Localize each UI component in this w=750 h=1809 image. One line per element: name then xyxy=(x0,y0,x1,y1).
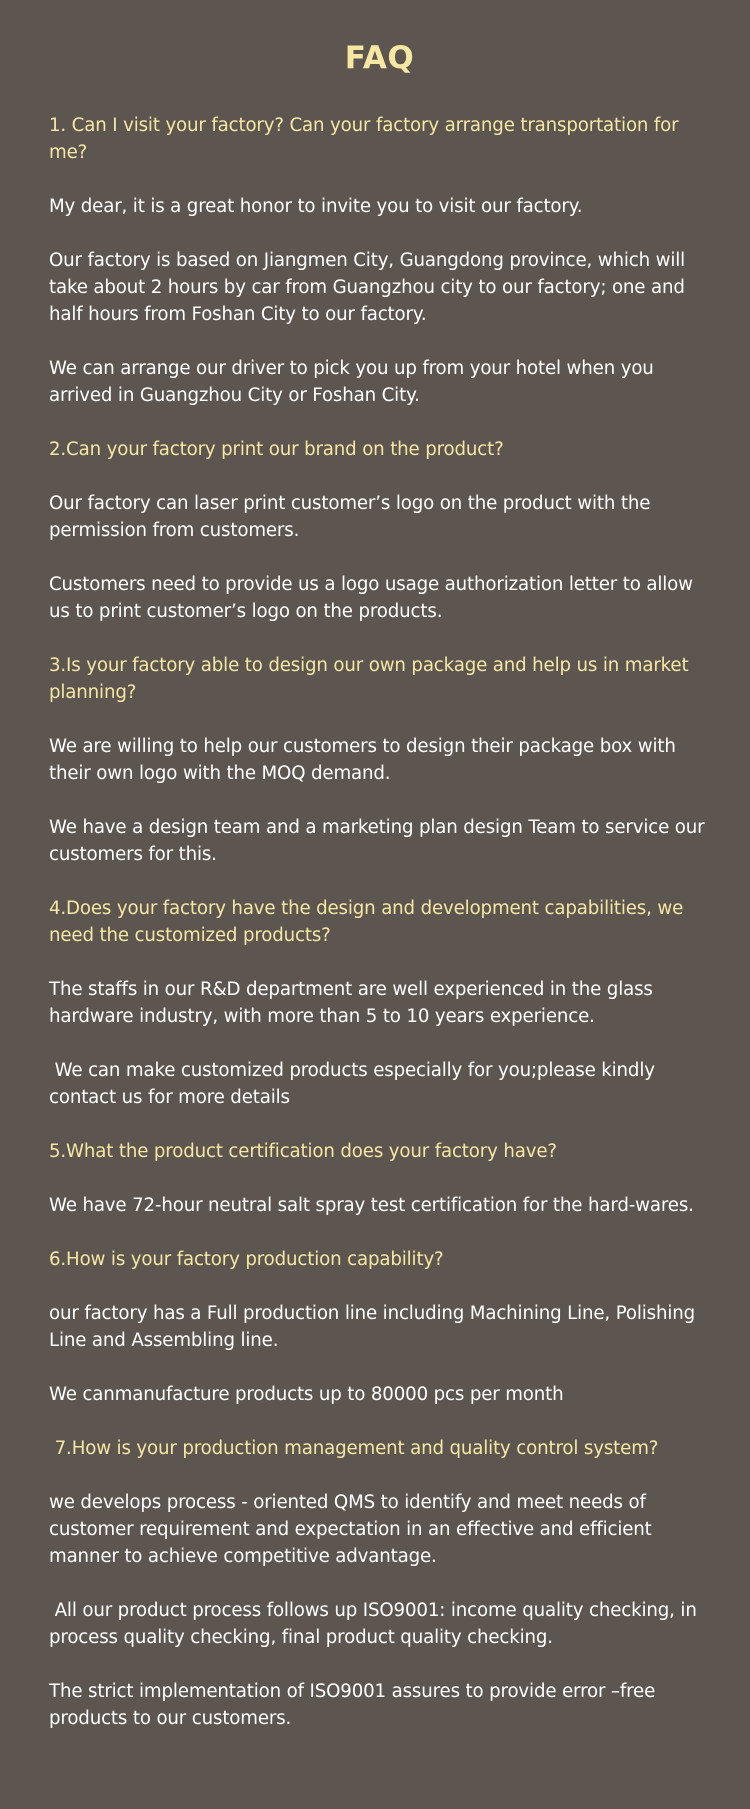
faq-answer: We canmanufacture products up to 80000 pcs per month xyxy=(49,1384,564,1405)
faq-item-4 xyxy=(49,895,710,1111)
faq-answer: The staffs in our R&D department are well experienced in the glass hardware industry, with more than 5 to 10 years experience. xyxy=(49,979,659,1027)
faq-item-5 xyxy=(49,1138,710,1219)
faq-item-2 xyxy=(49,436,710,625)
faq-question: 7.How is your production management and quality control system? xyxy=(49,1438,659,1459)
faq-answer: All our product process follows up ISO9001: income quality checking, in process quality checking, final product quality checking. xyxy=(49,1600,703,1648)
faq-item-7 xyxy=(49,1435,710,1732)
faq-answer: Customers need to provide us a logo usage authorization letter to allow us to print customer’s logo on the products. xyxy=(49,574,699,622)
faq-answer: We can make customized products especially for you;please kindly contact us for more details xyxy=(49,1060,661,1108)
faq-question: 1. Can I visit your factory? Can your factory arrange transportation for me? xyxy=(49,115,685,163)
faq-item-1 xyxy=(49,112,710,409)
faq-answer: we develops process - oriented QMS to identify and meet needs of customer requirement and expectation in an effective and efficient manner to achieve competitive advantage. xyxy=(49,1492,658,1567)
faq-answer: The strict implementation of ISO9001 assures to provide error –free products to our customers. xyxy=(49,1681,661,1729)
faq-item-3 xyxy=(49,652,710,868)
faq-item-6 xyxy=(49,1246,710,1408)
faq-answer: We have 72-hour neutral salt spray test certification for the hard-wares. xyxy=(49,1195,694,1216)
faq-answer: My dear, it is a great honor to invite you to visit our factory. xyxy=(49,196,583,217)
faq-answer: We are willing to help our customers to design their package box with their own logo with the MOQ demand. xyxy=(49,736,682,784)
faq-answer: Our factory can laser print customer’s logo on the product with the permission from customers. xyxy=(49,493,656,541)
faq-answer: We have a design team and a marketing plan design Team to service our customers for this. xyxy=(49,817,711,865)
faq-answer: We can arrange our driver to pick you up from your hotel when you arrived in Guangzhou City or Foshan City. xyxy=(49,358,660,406)
faq-answer: our factory has a Full production line including Machining Line, Polishing Line and Assembling line. xyxy=(49,1303,701,1351)
faq-question: 3.Is your factory able to design our own package and help us in market planning? xyxy=(49,655,695,703)
faq-question: 4.Does your factory have the design and development capabilities, we need the customized products? xyxy=(49,898,689,946)
faq-question: 5.What the product certification does your factory have? xyxy=(49,1141,557,1162)
faq-question: 2.Can your factory print our brand on the product? xyxy=(49,439,504,460)
faq-question: 6.How is your factory production capability? xyxy=(49,1249,444,1270)
faq-list xyxy=(49,112,710,1732)
page-title: FAQ xyxy=(344,40,415,76)
faq-answer: Our factory is based on Jiangmen City, Guangdong province, which will take about 2 hours by car from Guangzhou city to our factory; one and half hours from Foshan City to our factory. xyxy=(49,250,691,325)
